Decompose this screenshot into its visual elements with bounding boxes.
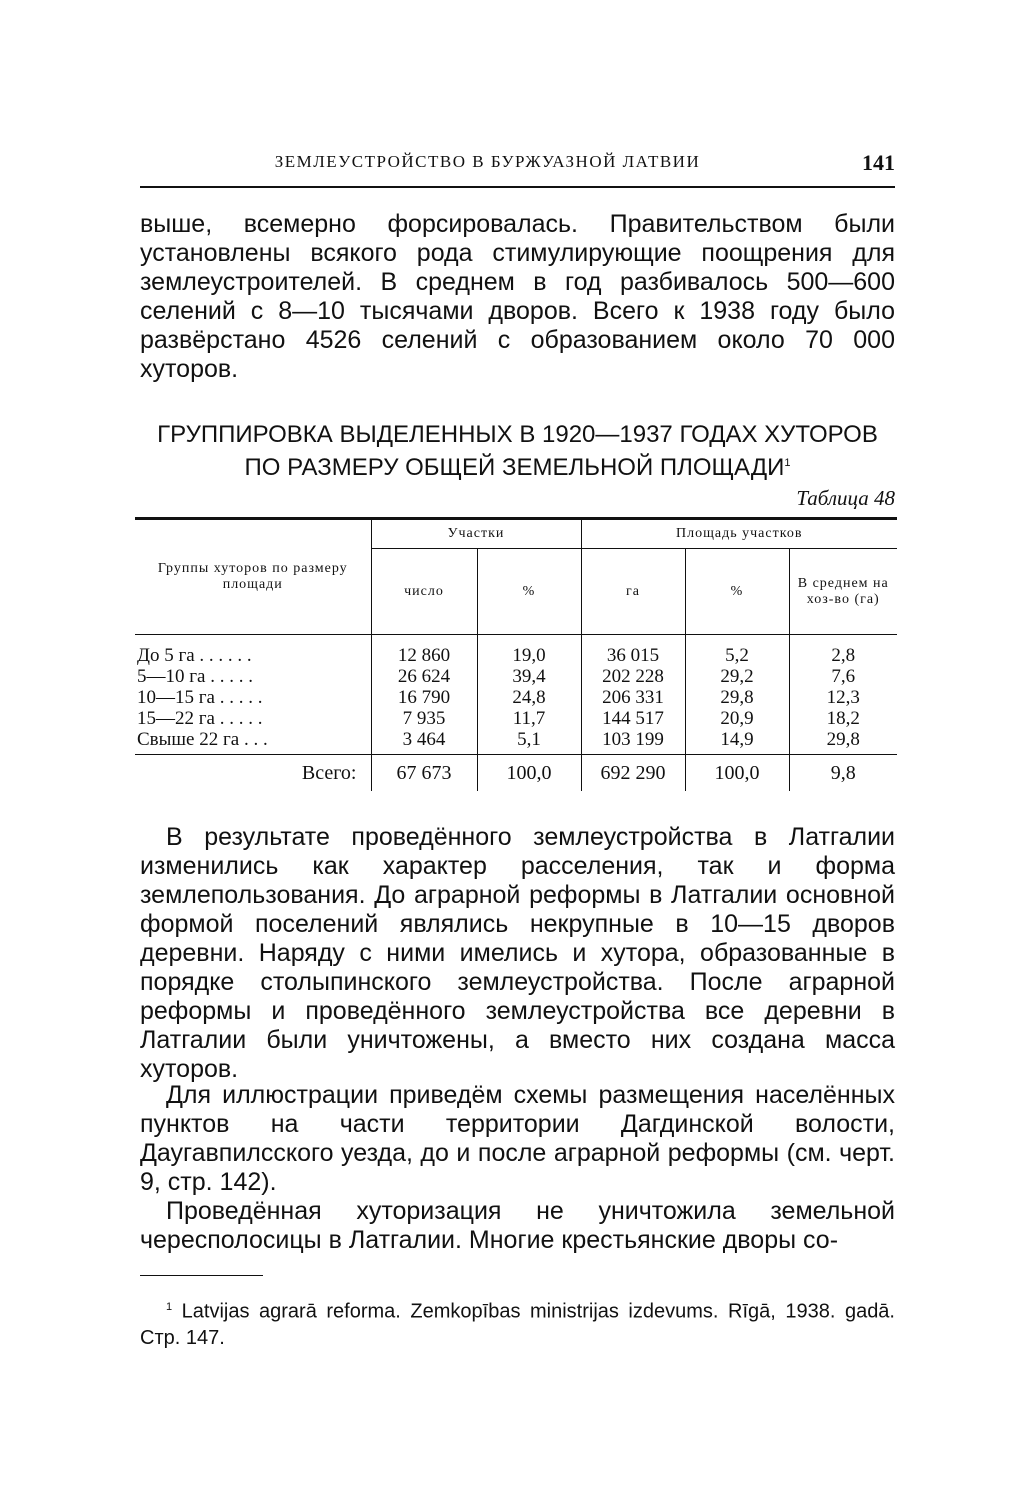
cell-number: 12 860 xyxy=(371,635,477,667)
footnote xyxy=(140,1294,895,1351)
cell-area-percent: 14,9 xyxy=(685,729,789,755)
row-group-label: 5—10 га . . . . . xyxy=(137,666,253,687)
cell-average: 7,6 xyxy=(789,666,897,687)
cell-percent: 19,0 xyxy=(477,635,581,667)
total-percent: 100,0 xyxy=(477,755,581,792)
cell-area-percent: 29,2 xyxy=(685,666,789,687)
row-group-label: 10—15 га . . . . . xyxy=(137,687,263,708)
cell-ha: 36 015 xyxy=(581,635,685,667)
cell-average: 12,3 xyxy=(789,687,897,708)
cell-number: 16 790 xyxy=(371,687,477,708)
cell-area-percent: 5,2 xyxy=(685,635,789,667)
paragraph-2: В результате проведённого землеустройства в Латгалии изменились как характер расселения, так и форма землепользования. До аграрной реформы в Латгалии основной формой поселений являлись некрупные в 10—15 дворов деревни. Наряду с ними имелись и хутора, образованные в порядке столыпинского землеустройства. После аграрной реформы и проведённого землеустройства все деревни в Латгалии были уничтожены, а вместо них создана масса хуторов. xyxy=(140,823,895,1083)
col-header-average: В среднем на хоз-во (га) xyxy=(789,549,897,635)
table-row xyxy=(135,666,897,687)
table-heading-line-2 xyxy=(140,449,895,482)
table-row xyxy=(135,708,897,729)
cell-number: 7 935 xyxy=(371,708,477,729)
cell-number: 3 464 xyxy=(371,729,477,755)
cell-area-percent: 29,8 xyxy=(685,687,789,708)
total-average: 9,8 xyxy=(789,755,897,792)
table-label: Таблица 48 xyxy=(796,486,895,510)
footnote-marker: 1 xyxy=(784,457,791,469)
cell-average: 2,8 xyxy=(789,635,897,667)
table-heading xyxy=(140,420,895,482)
cell-ha: 144 517 xyxy=(581,708,685,729)
cell-area-percent: 20,9 xyxy=(685,708,789,729)
total-area-percent: 100,0 xyxy=(685,755,789,792)
cell-percent: 39,4 xyxy=(477,666,581,687)
hamlet-grouping-table xyxy=(135,517,897,791)
row-group-label: Свыше 22 га . . . xyxy=(137,729,268,750)
cell-average: 29,8 xyxy=(789,729,897,755)
col-header-plots: Участки xyxy=(371,519,581,549)
running-head-title: ЗЕМЛЕУСТРОЙСТВО В БУРЖУАЗНОЙ ЛАТВИИ xyxy=(274,152,701,171)
col-header-percent: % xyxy=(477,549,581,635)
paragraph-4: Проведённая хуторизация не уничтожила земельной чересполосицы в Латгалии. Многие крестьянские дворы со- xyxy=(140,1197,895,1254)
table-row xyxy=(135,687,897,708)
cell-percent: 5,1 xyxy=(477,729,581,755)
cell-average: 18,2 xyxy=(789,708,897,729)
cell-percent: 11,7 xyxy=(477,708,581,729)
cell-percent: 24,8 xyxy=(477,687,581,708)
total-label: Всего: xyxy=(135,755,371,792)
col-header-ha: га xyxy=(581,549,685,635)
footnote-text: Latvijas agrarā reforma. Zemkopības ministrijas izdevums. Rīgā, 1938. gadā. Стр. 147. xyxy=(140,1300,895,1349)
cell-ha: 206 331 xyxy=(581,687,685,708)
footnote-rule xyxy=(140,1275,263,1276)
col-header-area-percent: % xyxy=(685,549,789,635)
table-row xyxy=(135,635,897,667)
paragraph-1: выше, всемерно форсировалась. Правительством были установлены всякого рода стимулирующие поощрения для землеустроителей. В среднем в год разбивалось 500—600 селений с 8—10 тысячами дворов. Всего к 1938 году было развёрстано 4526 селений с образованием около 70 000 хуторов. xyxy=(140,210,895,383)
cell-ha: 202 228 xyxy=(581,666,685,687)
footnote-number: 1 xyxy=(166,1301,173,1313)
table-heading-line-1: ГРУППИРОВКА ВЫДЕЛЕННЫХ В 1920—1937 ГОДАХ ХУТОРОВ xyxy=(157,421,878,448)
col-header-number: число xyxy=(371,549,477,635)
table-heading-line-2-text: ПО РАЗМЕРУ ОБЩЕЙ ЗЕМЕЛЬНОЙ ПЛОЩАДИ xyxy=(244,454,785,481)
cell-number: 26 624 xyxy=(371,666,477,687)
paragraph-3: Для иллюстрации приведём схемы размещения населённых пунктов на части территории Дагдинской волости, Даугавпилсского уезда, до и после аграрной реформы (см. черт. 9, стр. 142). xyxy=(140,1081,895,1196)
table-row xyxy=(135,729,897,755)
total-number: 67 673 xyxy=(371,755,477,792)
col-header-groups: Группы хуторов по размеру площади xyxy=(135,519,371,635)
page-number: 141 xyxy=(862,150,895,175)
cell-ha: 103 199 xyxy=(581,729,685,755)
row-group-label: До 5 га . . . . . . xyxy=(137,645,252,666)
row-group-label: 15—22 га . . . . . xyxy=(137,708,263,729)
col-header-area: Площадь участков xyxy=(581,519,897,549)
total-ha: 692 290 xyxy=(581,755,685,792)
running-head xyxy=(140,146,895,188)
table-total-row xyxy=(135,755,897,792)
